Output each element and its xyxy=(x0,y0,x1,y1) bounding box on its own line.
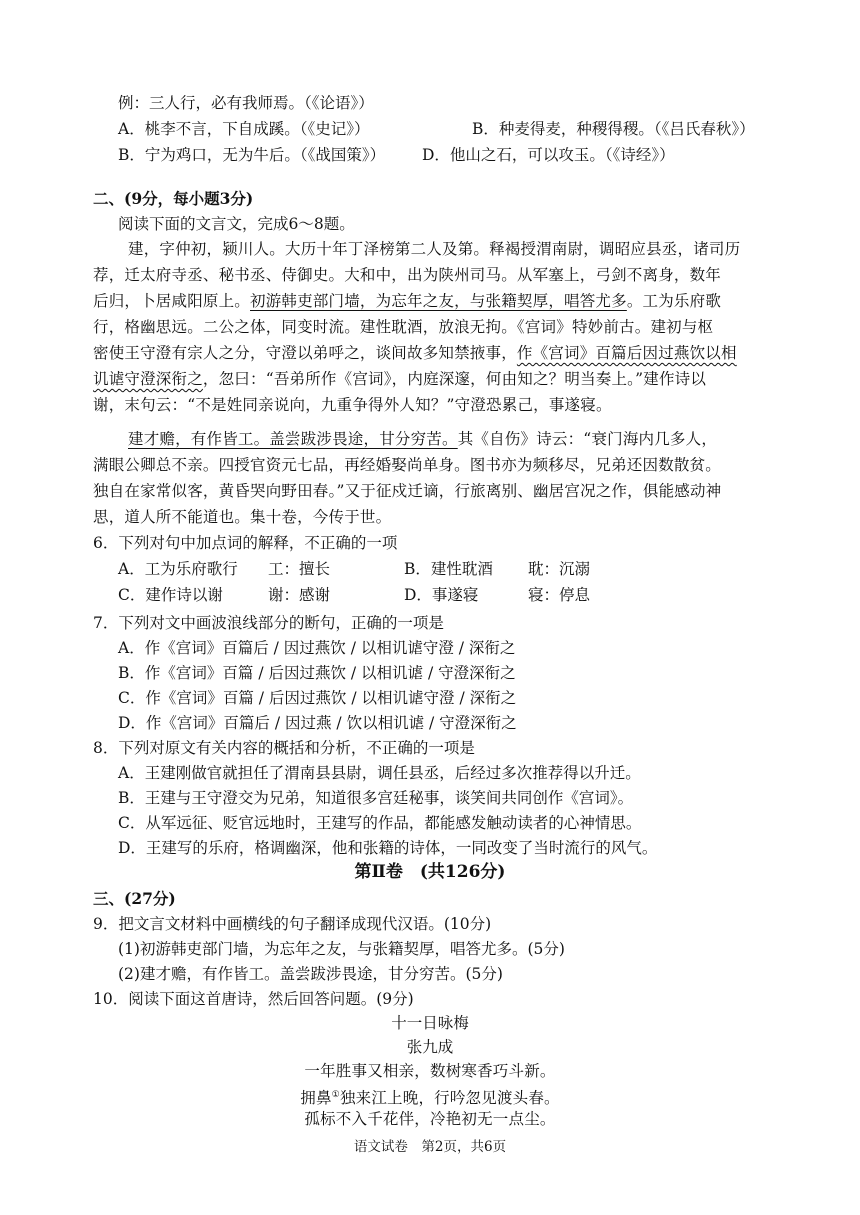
option-c: B．宁为鸡口，无为牛后。（《战国策》） xyxy=(118,146,386,164)
question-10: 10．阅读下面这首唐诗，然后回答问题。(9分) xyxy=(93,990,414,1008)
section-2-intro: 阅读下面的文言文，完成6～8题。 xyxy=(118,215,355,233)
q9-item-1: (1)初游韩吏部门墙，为忘年之友，与张籍契厚，唱答尤多。(5分) xyxy=(118,940,565,958)
passage-line: 独自在家常似客，黄昏哭向野田春。”又于征戍迁谪，行旅离别、幽居宫况之作，俱能感动神 xyxy=(93,482,722,500)
q6-option-c-meaning: 谢：感谢 xyxy=(268,586,331,604)
section-2-heading: 二、(9分，每小题3分) xyxy=(93,189,254,208)
q9-item-2: (2)建才赡，有作皆工。盖尝跋涉畏途，甘分穷苦。(5分) xyxy=(118,965,503,983)
poem-line-2: 拥鼻①独来江上晚，行吟忽见渡头春。 xyxy=(300,1089,560,1108)
passage-line: 后归，卜居咸阳原上。初游韩吏部门墙，为忘年之友，与张籍契厚，唱答尤多。工为乐府歌 xyxy=(93,292,722,310)
q7-option-b: B．作《宫词》百篇 / 后因过燕饮 / 以相讥谑 / 守澄深衔之 xyxy=(118,664,516,682)
underlined-sentence-1: 初游韩吏部门墙，为忘年之友，与张籍契厚，唱答尤多 xyxy=(250,292,627,310)
q6-option-c: C．建作诗以谢 xyxy=(118,586,223,604)
poem-title: 十一日咏梅 xyxy=(391,1014,469,1032)
question-9: 9．把文言文材料中画横线的句子翻译成现代汉语。(10分) xyxy=(93,915,492,933)
q6-option-b: B．建性耽酒 xyxy=(404,560,493,578)
q7-option-d: D．作《宫词》百篇后 / 因过燕 / 饮以相讥谑 / 守澄深衔之 xyxy=(118,714,517,732)
q6-option-a-meaning: 工：擅长 xyxy=(268,560,331,578)
footnote-marker: ① xyxy=(331,1090,340,1100)
option-a: A．桃李不言，下自成蹊。（《史记》） xyxy=(118,120,370,138)
passage-line: 谢，末句云：“不是姓同亲说向，九重争得外人知？”守澄恐累己，事遂寝。 xyxy=(93,396,612,414)
question-7: 7．下列对文中画波浪线部分的断句，正确的一项是 xyxy=(93,614,444,632)
wavy-underlined-text-cont: 讥谑守澄深衔之 xyxy=(93,370,203,388)
volume-2-heading: 第Ⅱ卷 (共126分) xyxy=(354,862,506,882)
passage-line: 思，道人所不能道也。集十卷，今传于世。 xyxy=(93,508,392,526)
poem-line-1: 一年胜事又相亲，数树寒香巧斗新。 xyxy=(304,1062,556,1080)
option-b: B．种麦得麦，种稷得稷。（《吕氏春秋》） xyxy=(472,120,755,138)
passage-line: 建，字仲初，颍川人。大历十年丁泽榜第二人及第。释褐授渭南尉，调昭应县丞，诸司历 xyxy=(128,240,741,258)
q6-option-b-meaning: 耽：沉溺 xyxy=(528,560,591,578)
passage-line: 讥谑守澄深衔之，忽曰：“吾弟所作《宫词》，内庭深邃，何由知之？明当奏上。”建作诗以 xyxy=(93,370,707,388)
q6-option-d-meaning: 寝：停息 xyxy=(528,586,591,604)
section-3-heading: 三、(27分) xyxy=(93,889,176,908)
passage-line: 密使王守澄有宗人之分，守澄以弟呼之，谈间故多知禁掖事，作《宫词》百篇后因过燕饮以相 xyxy=(93,344,737,362)
page-footer: 语文试卷 第2页，共6页 xyxy=(353,1139,507,1155)
question-8: 8．下列对原文有关内容的概括和分析，不正确的一项是 xyxy=(93,739,475,757)
q6-option-a: A．工为乐府歌行 xyxy=(118,560,238,578)
passage-line: 建才赡，有作皆工。盖尝跋涉畏途，甘分穷苦。其《自伤》诗云：“衰门海内几多人， xyxy=(128,430,718,448)
underlined-sentence-2: 建才赡，有作皆工。盖尝跋涉畏途，甘分穷苦。 xyxy=(128,430,458,448)
q8-option-a: A．王建刚做官就担任了渭南县县尉，调任县丞，后经过多次推荐得以升迁。 xyxy=(118,764,641,782)
poem-author: 张九成 xyxy=(406,1038,454,1056)
option-d: D．他山之石，可以攻玉。（《诗经》） xyxy=(422,146,675,164)
poem-line-3: 孤标不入千花伴，冷艳初无一点尘。 xyxy=(304,1110,556,1128)
q8-option-c: C．从军远征、贬官远地时，王建写的作品，都能感发触动读者的心神情思。 xyxy=(118,814,642,832)
q8-option-b: B．王建与王守澄交为兄弟，知道很多宫廷秘事，谈笑间共同创作《宫词》。 xyxy=(118,789,634,807)
example-line: 例：三人行，必有我师焉。（《论语》） xyxy=(118,94,374,112)
wavy-underlined-text: 作《宫词》百篇后因过燕饮以相 xyxy=(516,344,737,362)
question-6: 6．下列对句中加点词的解释，不正确的一项 xyxy=(93,534,398,552)
passage-line: 荐，迁太府寺丞、秘书丞、侍御史。大和中，出为陕州司马。从军塞上，弓剑不离身，数年 xyxy=(93,266,722,284)
passage-line: 满眼公卿总不亲。四授官资元七品，再经婚娶尚单身。图书亦为频移尽，兄弟还因数散贫。 xyxy=(93,456,722,474)
q6-option-d: D．事遂寝 xyxy=(404,586,479,604)
q7-option-a: A．作《宫词》百篇后 / 因过燕饮 / 以相讥谑守澄 / 深衔之 xyxy=(118,639,516,657)
q7-option-c: C．作《宫词》百篇 / 后因过燕饮 / 以相讥谑守澄 / 深衔之 xyxy=(118,689,517,707)
passage-line: 行，格幽思远。二公之体，同变时流。建性耽酒，放浪无拘。《宫词》特妙前古。建初与枢 xyxy=(93,318,714,336)
q8-option-d: D．王建写的乐府，格调幽深，他和张籍的诗体，一同改变了当时流行的风气。 xyxy=(118,839,658,857)
